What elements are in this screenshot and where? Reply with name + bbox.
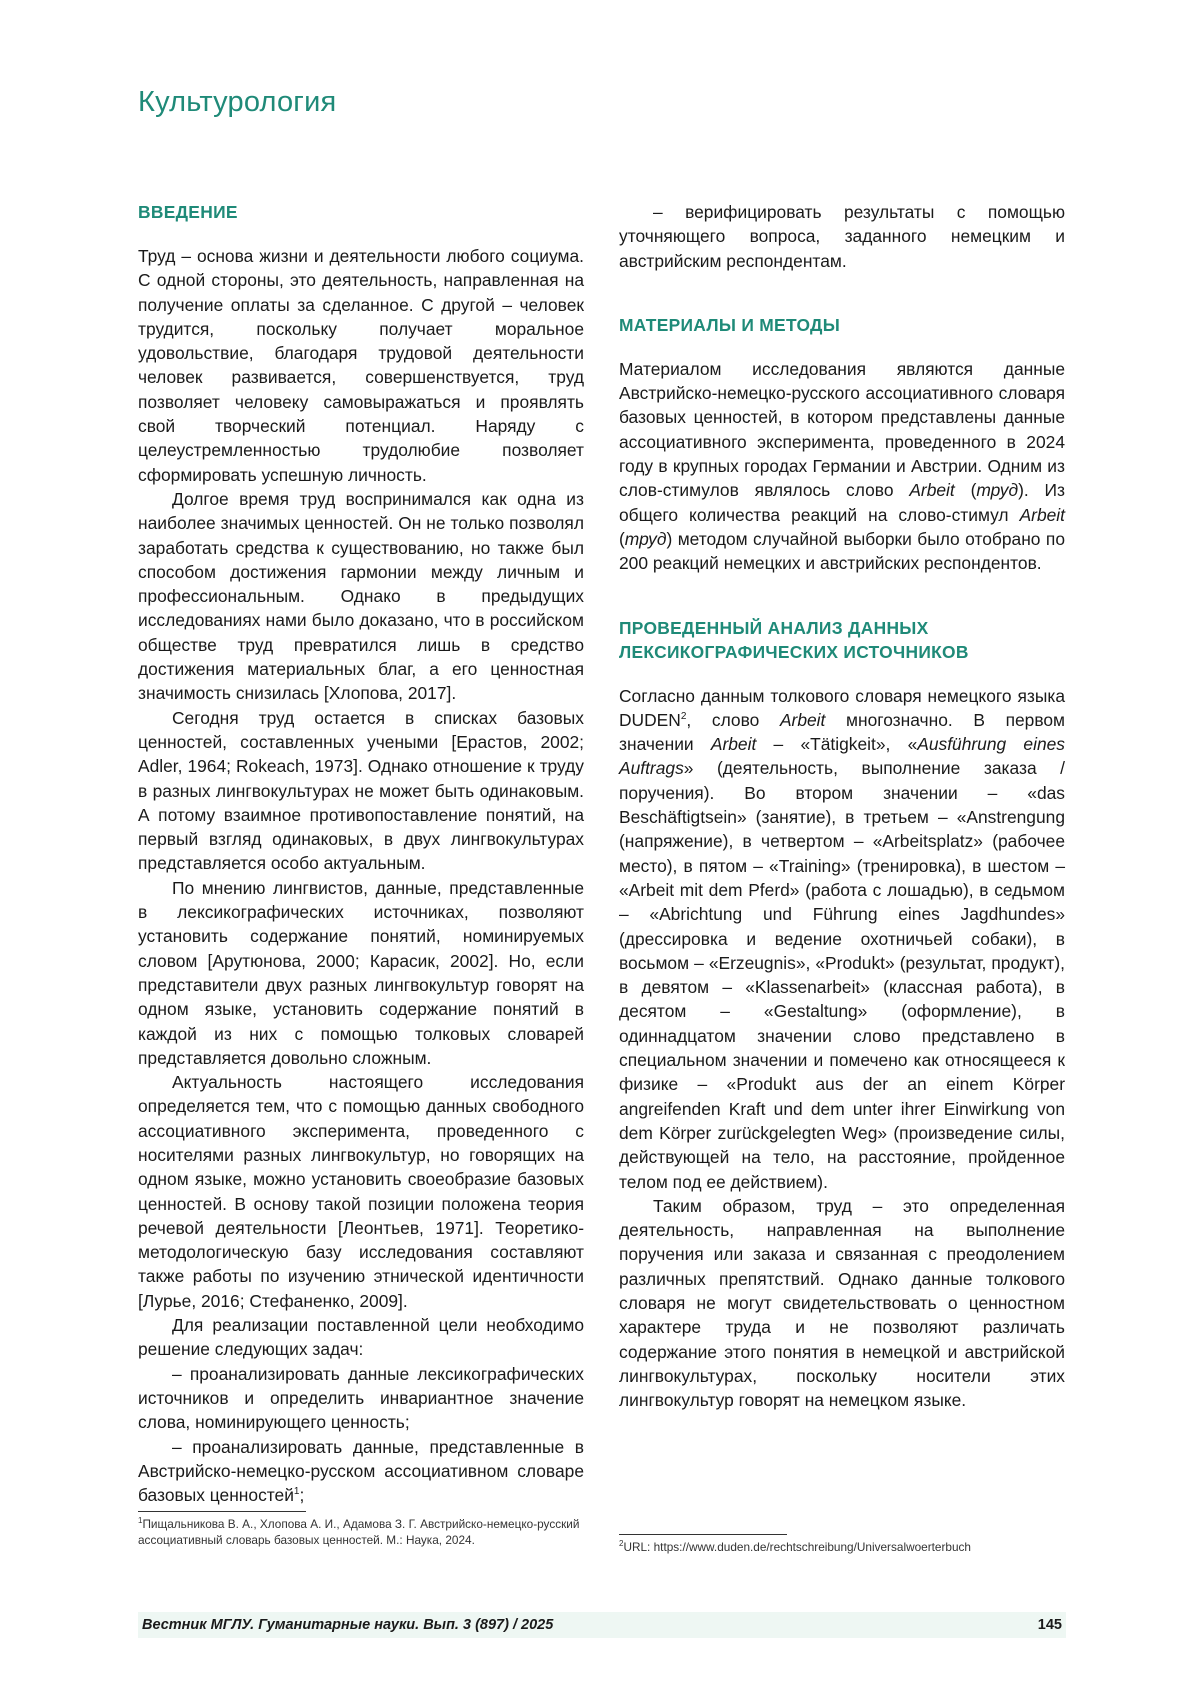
methods-heading: МАТЕРИАЛЫ И МЕТОДЫ xyxy=(619,314,841,335)
page-number: 145 xyxy=(1037,1617,1062,1633)
footnote: $^1$Пищальникова В. А., Хлопова А. И., Адамова З. Г. Австрийско-немецко-русский ассоциативный словарь базовых ценностей. М.: Наука, 2024. xyxy=(138,1516,580,1548)
paragraph: Актуальность настоящего исследования определяется тем, что с помощью данных свободного ассоциативного эксперимента, проведенного с носителями разных лингвокультур, но говорящих на одном языке, можно установить своеобразие базовых ценностей. В основу такой позиции положена теория речевой деятельности [Леонтьев, 1971]. Теоретико-методологическую базу исследования составляют также работы по изучению этнической идентичности [Лурье, 2016; Стефаненко, 2009]. xyxy=(138,1072,584,1311)
footnote-ref[interactable]: 2 xyxy=(680,711,687,723)
footnote-ref[interactable]: 1 xyxy=(293,1486,300,1498)
paragraph: Сегодня труд остается в списках базовых ценностей, составленных учеными [Ерастов, 2002; Adler, 1964; Rokeach, 1973]. Однако отношение к труду в разных лингвокультурах не может быть одинаковым. А потому взаимное противопоставление понятий, на первый взгляд одинаковых, в двух лингвокультурах представляется особо актуальным. xyxy=(138,707,584,874)
paragraph: Материалом исследования являются данные Австрийско-немецко-русского ассоциативного словаря базовых ценностей, в котором представлены данные ассоциативного эксперимента, проведенного в 2024 году в крупных городах Германии и Австрии. Одним из слов-стимулов являлось слово Arbeit (труд). Из общего количества реакций на слово-стимул Arbeit (труд) методом случайной выборки было отобрано по 200 реакций немецких и австрийских респондентов. xyxy=(619,358,1065,574)
left-column xyxy=(138,200,584,1548)
paragraph: Долгое время труд воспринимался как одна из наиболее значимых ценностей. Он не только позволял заработать средства к существованию, но также был способом достижения гармонии между личным и профессиональным. Однако в предыдущих исследованиях нами было доказано, что в российском обществе труд превратился лишь в средство достижения материальных благ, а его ценностная значимость снизилась [Хлопова, 2017]. xyxy=(138,488,584,704)
task-item: – проанализировать данные, представленные в Австрийско-немецко-русском ассоциативном словаре базовых ценностей$^1$; xyxy=(138,1436,584,1506)
journal-name: Вестник МГЛУ. Гуманитарные науки. Вып. 3 (897) / 2025 xyxy=(142,1617,554,1633)
section-title: Культурология xyxy=(138,86,337,118)
right-column xyxy=(619,200,1065,1412)
footnote-divider xyxy=(138,1511,306,1512)
paragraph: Согласно данным толкового словаря немецкого языка DUDEN$^2$, слово Arbeit многозначно. В первом значении Arbeit – «Tätigkeit», «Ausführung eines Auftrags» (деятельность, выполнение заказа / поручения). Во втором значении – «das Beschäftigtsein» (занятие), в третьем – «Anstrengung (напряжение), в четвертом – «Arbeitsplatz» (рабочее место), в пятом – «Training» (тренировка), в шестом – «Arbeit mit dem Pferd» (работа с лошадью), в седьмом – «Abrichtung und Führung eines Jagdhundes» (дрессировка и ведение охотничьей собаки), в восьмом – «Erzeugnis», «Produkt» (результат, продукт), в девятом – «Klassenarbeit» (классная работа), в десятом – «Gestaltung» (оформление), в одиннадцатом значении слово представлено в специальном значении и помечено как относящееся к физике – «Produkt aus der an einem Körper angreifenden Kraft und dem unter ihrer Einwirkung von dem Körper zurückgelegten Weg» (произведение силы, действующей на тело, на расстояние, пройденное телом под ее действием). xyxy=(619,685,1066,1192)
footnote: $^2$URL: https://www.duden.de/rechtschreibung/Universalwoerterbuch xyxy=(619,1539,971,1554)
paragraph: Труд – основа жизни и деятельности любого социума. С одной стороны, это деятельность, направленная на получение оплаты за сделанное. С другой – человек трудится, поскольку получает моральное удовольствие, благодаря трудовой деятельности человек развивается, совершенствуется, труд позволяет человеку самовыражаться и проявлять свой творческий потенциал. Наряду с целеустремленностью трудолюбие позволяет сформировать успешную личность. xyxy=(138,246,584,485)
paragraph: Таким образом, труд – это определенная деятельность, направленная на выполнение поручения или заказа и связанная с преодолением различных препятствий. Однако данные толкового словаря не могут свидетельствовать о ценностном характере труда и не позволяют различать содержание этого понятия в немецкой и австрийской лингвокультурах, поскольку носители этих лингвокультур говорят на немецком языке. xyxy=(619,1195,1065,1411)
right-footnote-block xyxy=(619,1530,1065,1555)
page-footer xyxy=(138,1612,1066,1638)
task-item: – проанализировать данные лексикографических источников и определить инвариантное значение слова, номинирующего ценность; xyxy=(138,1363,584,1433)
footnote-divider xyxy=(619,1534,787,1535)
analysis-heading: ПРОВЕДЕННЫЙ АНАЛИЗ ДАННЫХ ЛЕКСИКОГРАФИЧЕСКИХ ИСТОЧНИКОВ xyxy=(619,617,969,662)
task-item: – верифицировать результаты с помощью уточняющего вопроса, заданного немецким и австрийским респондентам. xyxy=(619,202,1065,271)
paragraph: Для реализации поставленной цели необходимо решение следующих задач: xyxy=(138,1315,584,1360)
intro-heading: ВВЕДЕНИЕ xyxy=(138,202,238,222)
paragraph: По мнению лингвистов, данные, представленные в лексикографических источниках, позволяют установить содержание понятий, номинируемых словом [Арутюнова, 2000; Карасик, 2002]. Но, если представители двух разных лингвокультур говорят на одном языке, установить содержание понятий в каждой из них с помощью толковых словарей представляется довольно сложным. xyxy=(138,877,584,1068)
